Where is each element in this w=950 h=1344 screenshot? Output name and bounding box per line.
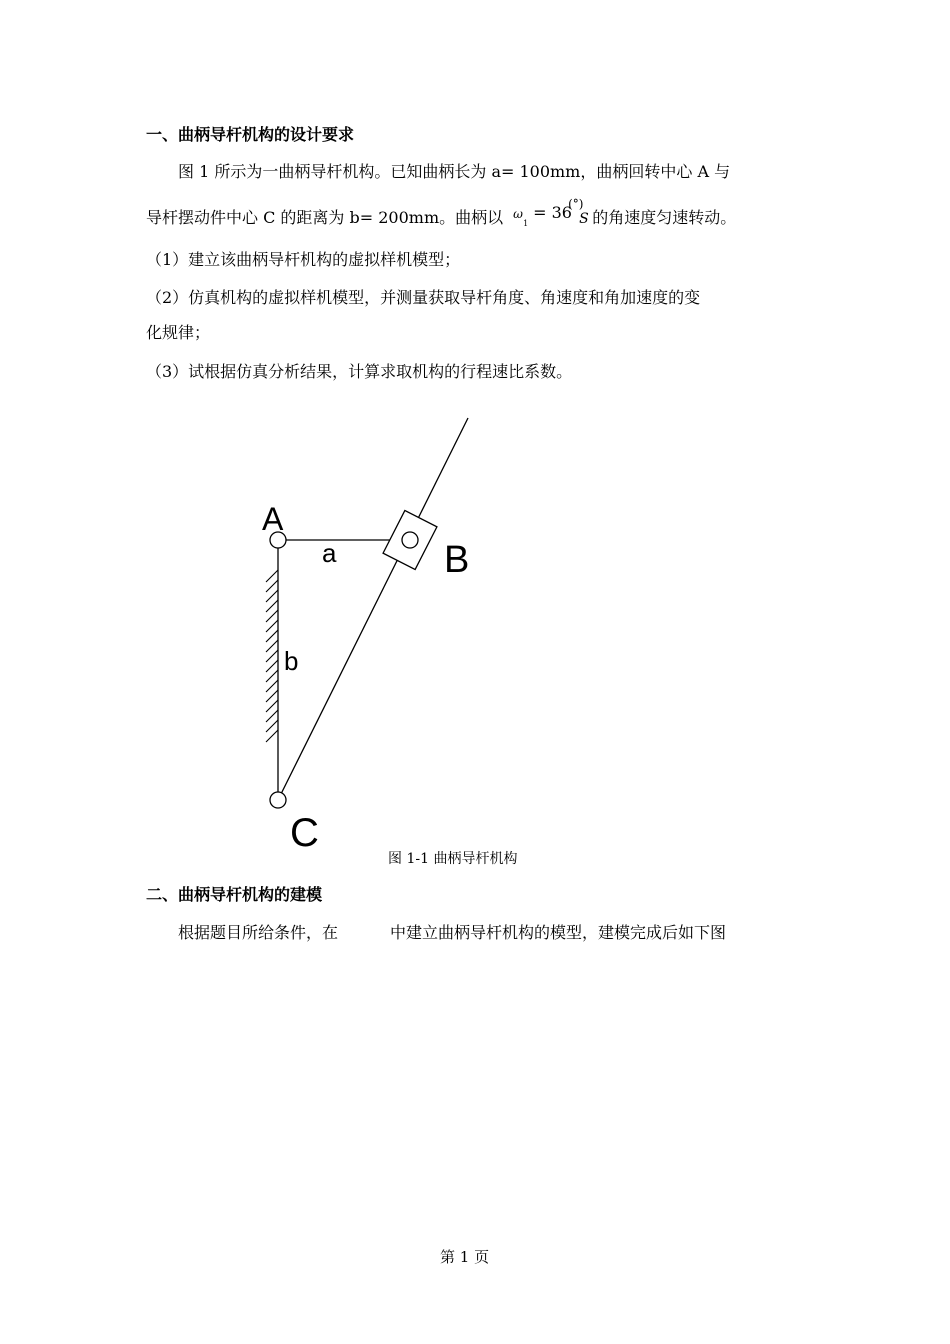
- label-A: A: [262, 501, 284, 537]
- omega-formula: [503, 197, 589, 228]
- task-2-line-2: 化规律；: [146, 323, 211, 342]
- task-2-line-1: （2）仿真机构的虚拟样机模型，并测量获取导杆角度、角速度和角加速度的变: [146, 288, 701, 307]
- joint-C: [270, 792, 286, 808]
- intro-line-2: [146, 197, 737, 228]
- omega-subscript: 1: [523, 219, 529, 228]
- task-3: （3）试根据仿真分析结果，计算求取机构的行程速比系数。: [146, 362, 573, 381]
- joint-B: [402, 532, 418, 548]
- figure-caption: 图 1-1 曲柄导杆机构: [388, 851, 518, 867]
- intro-line-2-before: 导杆摆动件中心 C 的距离为 b= 200mm。曲柄以: [146, 208, 504, 227]
- section2-text-after: 中建立曲柄导杆机构的模型，建模完成后如下图: [390, 923, 727, 942]
- section2-heading: 二、曲柄导杆机构的建模: [146, 885, 323, 904]
- page-number: 第 1 页: [440, 1248, 490, 1266]
- omega-value: = 36: [533, 203, 572, 222]
- section1-heading: 一、曲柄导杆机构的设计要求: [146, 125, 355, 144]
- intro-line-1: 图 1 所示为一曲柄导杆机构。已知曲柄长为 a= 100mm，曲柄回转中心 A 与: [178, 162, 731, 181]
- label-C: C: [290, 811, 319, 850]
- crank-guide-diagram: [250, 410, 490, 850]
- section2-text-before: 根据题目所给条件，在: [178, 923, 339, 942]
- ground-hatching: [266, 570, 278, 742]
- label-b: b: [284, 646, 299, 676]
- guide-bar: [278, 418, 468, 800]
- task-1: （1）建立该曲柄导杆机构的虚拟样机模型；: [146, 250, 461, 269]
- intro-line-2-after: 的角速度匀速转动。: [592, 208, 737, 227]
- label-a: a: [322, 538, 337, 568]
- omega-unit: S: [579, 211, 589, 227]
- section2-text: [178, 920, 726, 943]
- omega-degree: (°): [568, 197, 584, 211]
- label-B: B: [444, 539, 470, 581]
- omega-symbol: ω: [513, 207, 523, 221]
